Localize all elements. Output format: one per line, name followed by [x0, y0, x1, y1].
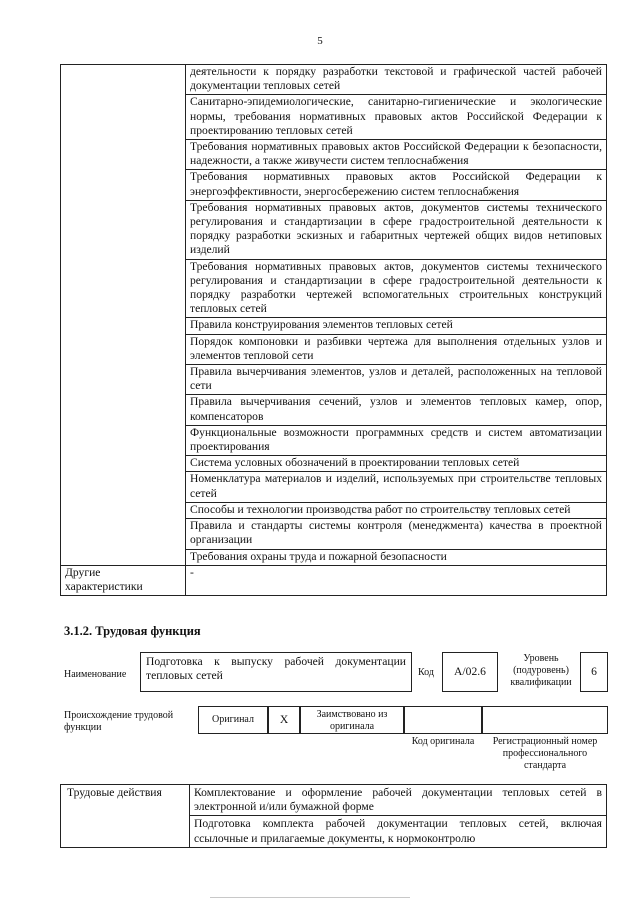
requirement-item: Номенклатура материалов и изделий, используемых при строительстве тепловых сетей — [186, 472, 607, 502]
requirement-item: Порядок компоновки и разбивки чертежа для выполнения отдельных узлов и элементов тепловой сети — [186, 334, 607, 364]
original-mark: X — [268, 706, 300, 734]
table-row — [61, 65, 607, 95]
requirement-item: Требования нормативных правовых актов, документов системы технического регулирования и стандартизации в сфере градостроительной деятельности к порядку разработки чертежей вспомогательных строительных конструкций тепловых сетей — [186, 259, 607, 318]
requirement-item: Требования охраны труда и пожарной безопасности — [186, 549, 607, 565]
original-label: Оригинал — [198, 706, 268, 734]
labor-actions-label: Трудовые действия — [61, 785, 190, 848]
level-label: Уровень (подуровень) квалификации — [510, 653, 572, 688]
level-value: 6 — [580, 652, 608, 692]
requirement-item: Функциональные возможности программных средств и систем автоматизации проектирования — [186, 425, 607, 455]
original-code-caption: Код оригинала — [411, 736, 475, 747]
page-number: 5 — [317, 35, 323, 47]
requirement-item: Требования нормативных правовых актов Российской Федерации к энергоэффективности, энергосбережению систем теплоснабжения — [186, 170, 607, 200]
table-row — [61, 785, 607, 816]
labor-action-item: Комплектование и оформление рабочей документации тепловых сетей в электронной и/или бумажной форме — [190, 785, 607, 816]
requirement-item: Правила и стандарты системы контроля (менеджмента) качества в проектной организации — [186, 519, 607, 549]
other-characteristics-label: Другие характеристики — [61, 565, 186, 595]
scan-artifact-line — [210, 897, 410, 898]
requirement-item: Способы и технологии производства работ по строительству тепловых сетей — [186, 502, 607, 518]
other-characteristics-value: - — [186, 565, 607, 595]
name-value — [140, 652, 412, 692]
section-heading: 3.1.2. Трудовая функция — [64, 624, 201, 638]
code-value: A/02.6 — [442, 652, 498, 692]
labor-actions-table — [60, 784, 607, 848]
registration-number-caption: Регистрационный номер профессионального стандарта — [492, 736, 598, 771]
original-code-cell — [404, 706, 482, 734]
knowledge-requirements-table — [60, 64, 607, 596]
requirement-item: Правила вычерчивания элементов, узлов и деталей, расположенных на тепловой сети — [186, 365, 607, 395]
origin-label: Происхождение трудовой функции — [64, 710, 174, 733]
requirement-item: Правила вычерчивания сечений, узлов и элементов тепловых камер, опор, компенсаторов — [186, 395, 607, 425]
name-value-text: Подготовка к выпуску рабочей документации тепловых сетей — [146, 655, 406, 683]
borrowed-label: Заимствовано из оригинала — [300, 706, 404, 734]
table-row — [61, 565, 607, 595]
registration-number-cell — [482, 706, 608, 734]
requirement-item: деятельности к порядку разработки текстовой и графической частей рабочей документации тепловых сетей — [186, 65, 607, 95]
row-label-empty — [61, 65, 186, 566]
name-label: Наименование — [64, 669, 127, 680]
requirement-item: Правила конструирования элементов тепловых сетей — [186, 318, 607, 334]
code-label: Код — [418, 667, 434, 678]
requirement-item: Система условных обозначений в проектировании тепловых сетей — [186, 456, 607, 472]
requirement-item: Требования нормативных правовых актов, документов системы технического регулирования и стандартизации в сфере градостроительной деятельности к порядку разработки эскизных и габаритных чертежей общих видов нетиповых изделий — [186, 200, 607, 259]
labor-action-item: Подготовка комплекта рабочей документации тепловых сетей, включая ссылочные и прилагаемые документы, к нормоконтролю — [190, 816, 607, 847]
requirement-item: Требования нормативных правовых актов Российской Федерации к безопасности, надежности, а также живучести систем теплоснабжения — [186, 140, 607, 170]
requirement-item: Санитарно-эпидемиологические, санитарно-гигиенические и экологические нормы, требования нормативных правовых актов Российской Федерации к проектированию тепловых сетей — [186, 95, 607, 140]
